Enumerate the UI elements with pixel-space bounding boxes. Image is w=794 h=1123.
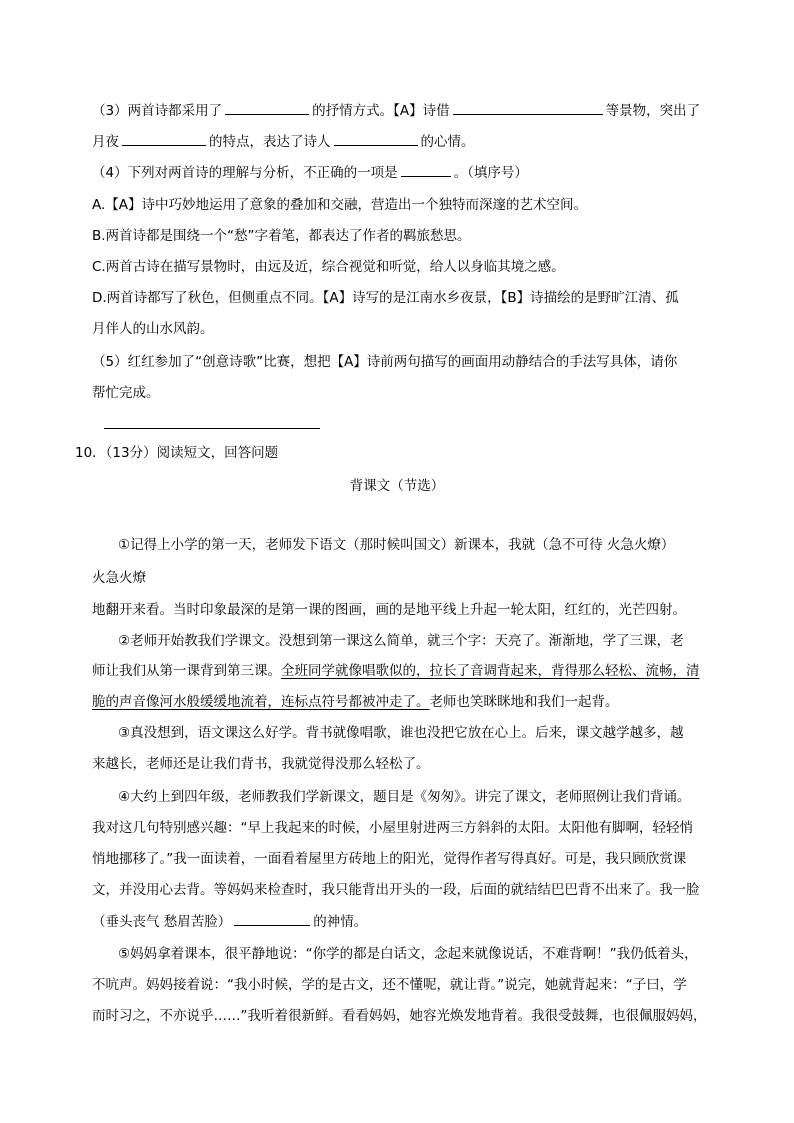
underlined-sentence-end: 脆的声音像河水般缓缓地流着，连标点符号都被冲走了。 [92,694,430,710]
passage-title: 背课文（节选） [349,478,445,494]
para1-line1: ①记得上小学的第一天，老师发下语文（那时候叫国文）新课本，我就（急不可待 火急火燎） [118,537,675,553]
q9-part3-text-c: 等景物，突出了 [605,103,701,119]
answer-blank-expression[interactable] [234,911,310,926]
answer-blank-choice[interactable] [401,162,451,177]
para4-text-end: 的神情。 [313,914,368,930]
answer-blank-poet-mood[interactable] [334,131,418,146]
q9-option-d-line2: 月伴人的山水风韵。 [92,321,214,337]
para3-line1: ③真没想到，语文课这么好学。背书就像唱歌，谁也没把它放在心上。后来，课文越学越多，越 [118,725,684,741]
q9-part3-text-e: 的特点，表达了诗人 [209,134,331,150]
q9-part4-text-b: 。（填序号） [453,165,528,181]
underlined-sentence: 全班同学就像唱歌似的，拉长了音调背起来，背得那么轻松、流畅，清 [281,663,700,679]
para2-text: 师让我们从第一课背到第三课。 [92,663,281,679]
para1-line3: 地翻开来看。当时印象最深的是第一课的图画，画的是地平线上升起一轮太阳，红红的，光芒四射。 [92,602,686,618]
para2-line3 [92,692,619,712]
para2-text-end: 老师也笑眯眯地和我们一起背。 [429,694,619,710]
answer-blank-scenery[interactable] [453,100,603,115]
q9-option-d-line1: D.两首诗都写了秋色，但侧重点不同。【A】诗写的是江南水乡夜景，【B】诗描绘的是野旷江清、孤 [92,290,679,306]
q9-part4-text-a: （4）下列对两首诗的理解与分析，不正确的一项是 [92,165,398,181]
q9-option-c: C.两首古诗在描写景物时，由远及近，综合视觉和听觉，给人以身临其境之感。 [92,259,565,275]
para3-line2: 来越长，老师还是让我们背书，我就觉得没那么轻松了。 [92,756,430,772]
q9-part3-text-d: 月夜 [92,134,119,150]
q9-option-a: A.【A】诗中巧妙地运用了意象的叠加和交融，营造出一个独特而深邃的艺术空间。 [92,197,588,213]
para4-line3: 悄地挪移了。”我一面读着，一面看着屋里方砖地上的阳光，觉得作者写得真好。可是，我只顾欣赏课 [92,851,687,867]
para4-line5 [92,911,367,932]
q9-part3-text-a: （3）两首诗都采用了 [92,103,223,119]
answer-blank-night-feature[interactable] [122,131,206,146]
para5-line2: 不吭声。妈妈接着说：“我小时候，学的是古文，还不懂呢，就让背。”说完，她就背起来：“子曰，学 [92,977,687,993]
para4-choice-words: （垂头丧气 愁眉苦脸） [92,914,232,930]
q9-option-b: B.两首诗都是围绕一个“愁”字着笔，都表达了作者的羁旅愁思。 [92,228,471,244]
q9-part5-line1: （5）红红参加了“创意诗歌”比赛，想把【A】诗前两句描写的画面用动静结合的手法写具体，请你 [92,354,678,370]
q9-part3-text-b: 的抒情方式。【A】诗借 [312,103,450,119]
para4-line2: 我对这几句特别感兴趣：“早上我起来的时候，小屋里射进两三方斜斜的太阳。太阳他有脚啊，轻轻悄 [92,820,693,836]
answer-line-part5[interactable] [104,428,320,429]
para5-line1: ⑤妈妈拿着课本，很平静地说：“你学的都是白话文，念起来就像说话，不难背啊！”我仍低着头， [118,946,698,962]
q9-part3-line2 [92,131,475,152]
para4-line4: 文，并没用心去背。等妈妈来检查时，我只能背出开头的一段，后面的就结结巴巴背不出来了。我一脸 [92,882,700,898]
para4-line1: ④大约上到四年级，老师教我们学新课文，题目是《匆匆》。讲完了课文，老师照例让我们背诵。 [118,789,691,805]
para5-line3: 而时习之，不亦说乎……”我听着很新鲜。看看妈妈，她容光焕发地背着。我很受鼓舞，也很佩服妈妈， [92,1008,707,1024]
q9-part4-line [92,162,528,183]
answer-blank-lyric-mode[interactable] [225,100,309,115]
q9-part5-line2: 帮忙完成。 [92,385,160,401]
q9-part3-line1 [92,100,700,121]
para2-line2 [92,661,700,681]
q10-header: 10．（13分）阅读短文，回答问题 [75,445,279,461]
para2-line1: ②老师开始教我们学课文。没想到第一课这么简单，就三个字：天亮了。渐渐地，学了三课，老 [118,633,684,649]
para1-line2: 火急火燎 [92,570,146,586]
q9-part3-text-f: 的心情。 [420,134,475,150]
